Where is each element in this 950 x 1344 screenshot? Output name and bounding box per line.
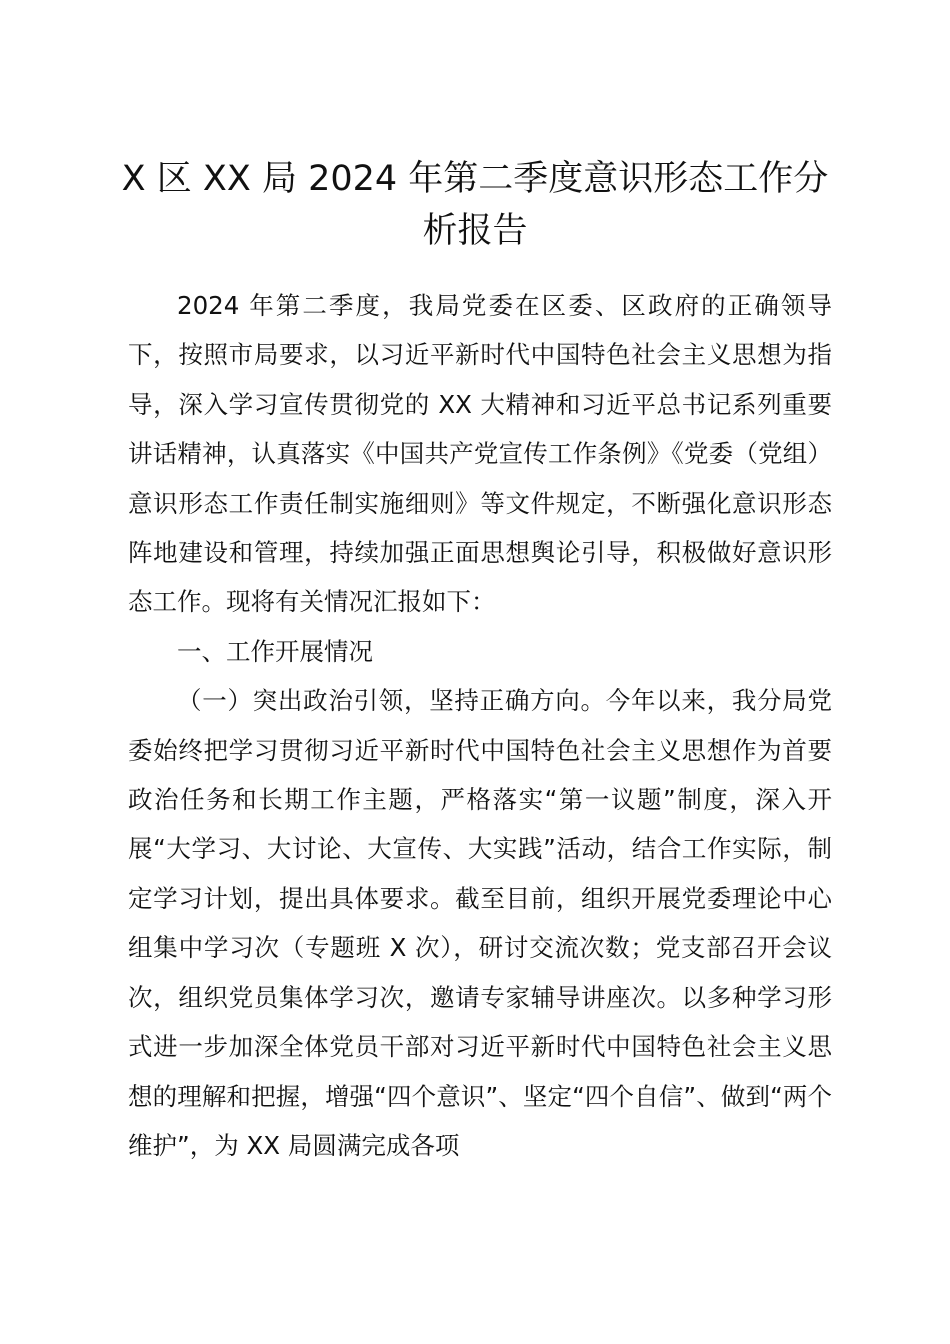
document-title: X 区 XX 局 2024 年第二季度意识形态工作分析报告 [121,159,829,251]
intro-paragraph: 2024 年第二季度，我局党委在区委、区政府的正确领导下，按照市局要求，以习近平新时代中国特色社会主义思想为指导，深入学习宣传贯彻党的 XX 大精神和习近平总书记系列重要讲话精神，认真落实《中国共产党宣传工作条例》《党委（党组）意识形态工作责任制实施细则》等文件规定，不断强化意识形态阵地建设和管理，持续加强正面思想舆论引导，积极做好意识形态工作。现将有关情况汇报如下： [128,291,832,617]
section-paragraph: （一）突出政治引领，坚持正确方向。今年以来，我分局党委始终把学习贯彻习近平新时代中国特色社会主义思想作为首要政治任务和长期工作主题，严格落实“第一议题”制度，深入开展“大学习、大讨论、大宣传、大实践”活动，结合工作实际，制定学习计划，提出具体要求。截至目前，组织开展党委理论中心组集中学习次（专题班 X 次），研讨交流次数；党支部召开会议次，组织党员集体学习次，邀请专家辅导讲座次。以多种学习形式进一步加深全体党员干部对习近平新时代中国特色社会主义思想的理解和把握，增强“四个意识”、坚定“四个自信”、做到“两个维护”，为 XX 局圆满完成各项 [128,686,832,1160]
section-heading: 一、工作开展情况 [177,636,373,666]
document-body [128,281,832,1170]
